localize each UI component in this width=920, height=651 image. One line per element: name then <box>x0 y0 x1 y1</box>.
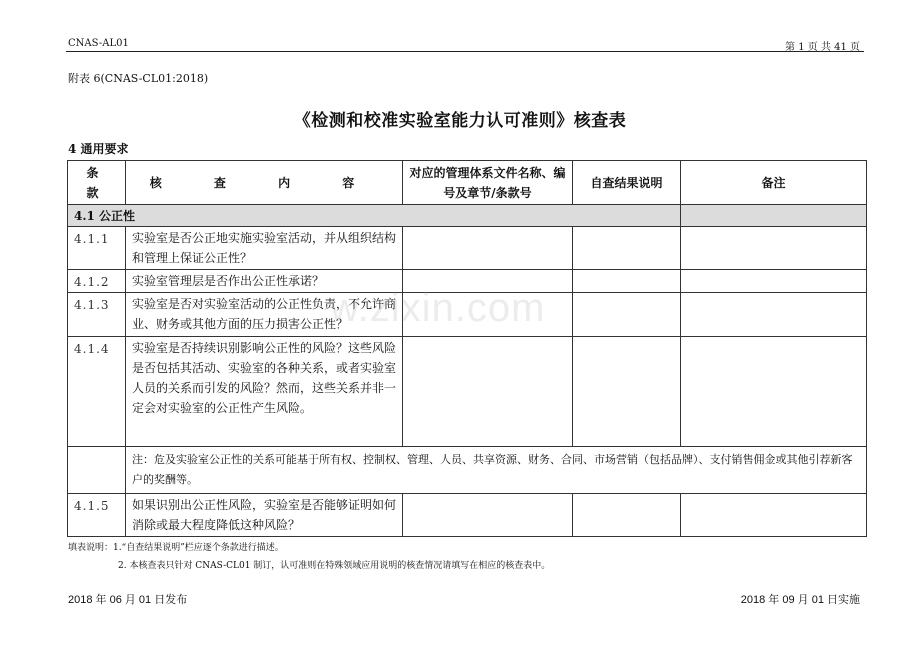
subsection-row <box>68 205 867 227</box>
subsection-title: 4.1 公正性 <box>68 205 681 227</box>
page-title: 《检测和校准实验室能力认可准则》核查表 <box>293 111 627 131</box>
publish-date: 2018 年 06 月 01 日发布 <box>68 594 188 606</box>
header-content: 核 查 内 容 <box>126 161 403 205</box>
documents-cell[interactable] <box>403 337 573 447</box>
clause-content: 实验室管理层是否作出公正性承诺？ <box>126 270 403 293</box>
subsection-cell-remarks <box>681 205 867 227</box>
implement-date: 2018 年 09 月 01 日实施 <box>740 594 860 606</box>
clause-id: 4.1.1 <box>68 227 126 270</box>
remarks-cell[interactable] <box>681 494 867 537</box>
table-row <box>68 494 867 537</box>
clause-content: 实验室是否持续识别影响公正性的风险？这些风险是否包括其活动、实验室的各种关系，或者实验室人员的关系而引发的风险？然而，这些关系并非一定会对实验室的公正性产生风险。 <box>126 337 403 447</box>
watermark: w.zixin.com <box>330 286 546 330</box>
fill-note-2: 2. 本核查表只针对 CNAS-CL01 制订，认可准则在特殊领域应用说明的核查情况请填写在相应的核查表中。 <box>118 561 551 571</box>
fill-note-1: 填表说明：1.“自查结果说明”栏应逐个条款进行描述。 <box>68 543 284 553</box>
self-check-cell[interactable] <box>573 227 681 270</box>
checklist-table <box>67 160 867 537</box>
remarks-cell[interactable] <box>681 270 867 293</box>
note-text: 注：危及实验室公正性的关系可能基于所有权、控制权、管理、人员、共享资源、财务、合同、市场营销（包括品牌）、支付销售佣金或其他引荐新客户的奖酬等。 <box>126 447 867 494</box>
clause-id: 4.1.3 <box>68 293 126 337</box>
self-check-cell[interactable] <box>573 337 681 447</box>
table-row <box>68 337 867 447</box>
section-title: 4 通用要求 <box>68 142 129 156</box>
self-check-cell[interactable] <box>573 293 681 337</box>
header-self-check: 自查结果说明 <box>573 161 681 205</box>
clause-id: 4.1.4 <box>68 337 126 447</box>
remarks-cell[interactable] <box>681 227 867 270</box>
page-info: 第 1 页 共 41 页 <box>785 42 860 53</box>
self-check-cell[interactable] <box>573 494 681 537</box>
header-divider <box>66 51 864 52</box>
header-documents: 对应的管理体系文件名称、编号及章节/条款号 <box>403 161 573 205</box>
documents-cell[interactable] <box>403 227 573 270</box>
appendix-label: 附表 6(CNAS-CL01:2018) <box>68 72 209 85</box>
clause-id: 4.1.5 <box>68 494 126 537</box>
table-header-row <box>68 161 867 205</box>
note-spacer <box>68 447 126 494</box>
header-remarks: 备注 <box>681 161 867 205</box>
clause-content: 如果识别出公正性风险，实验室是否能够证明如何消除或最大程度降低这种风险？ <box>126 494 403 537</box>
header-clause: 条 款 <box>68 161 126 205</box>
table-row <box>68 227 867 270</box>
documents-cell[interactable] <box>403 494 573 537</box>
self-check-cell[interactable] <box>573 270 681 293</box>
remarks-cell[interactable] <box>681 293 867 337</box>
clause-id: 4.1.2 <box>68 270 126 293</box>
clause-content: 实验室是否对实验室活动的公正性负责，不允许商业、财务或其他方面的压力损害公正性？ <box>126 293 403 337</box>
doc-code: CNAS-AL01 <box>68 38 129 49</box>
remarks-cell[interactable] <box>681 337 867 447</box>
note-row <box>68 447 867 494</box>
clause-content: 实验室是否公正地实施实验室活动，并从组织结构和管理上保证公正性？ <box>126 227 403 270</box>
